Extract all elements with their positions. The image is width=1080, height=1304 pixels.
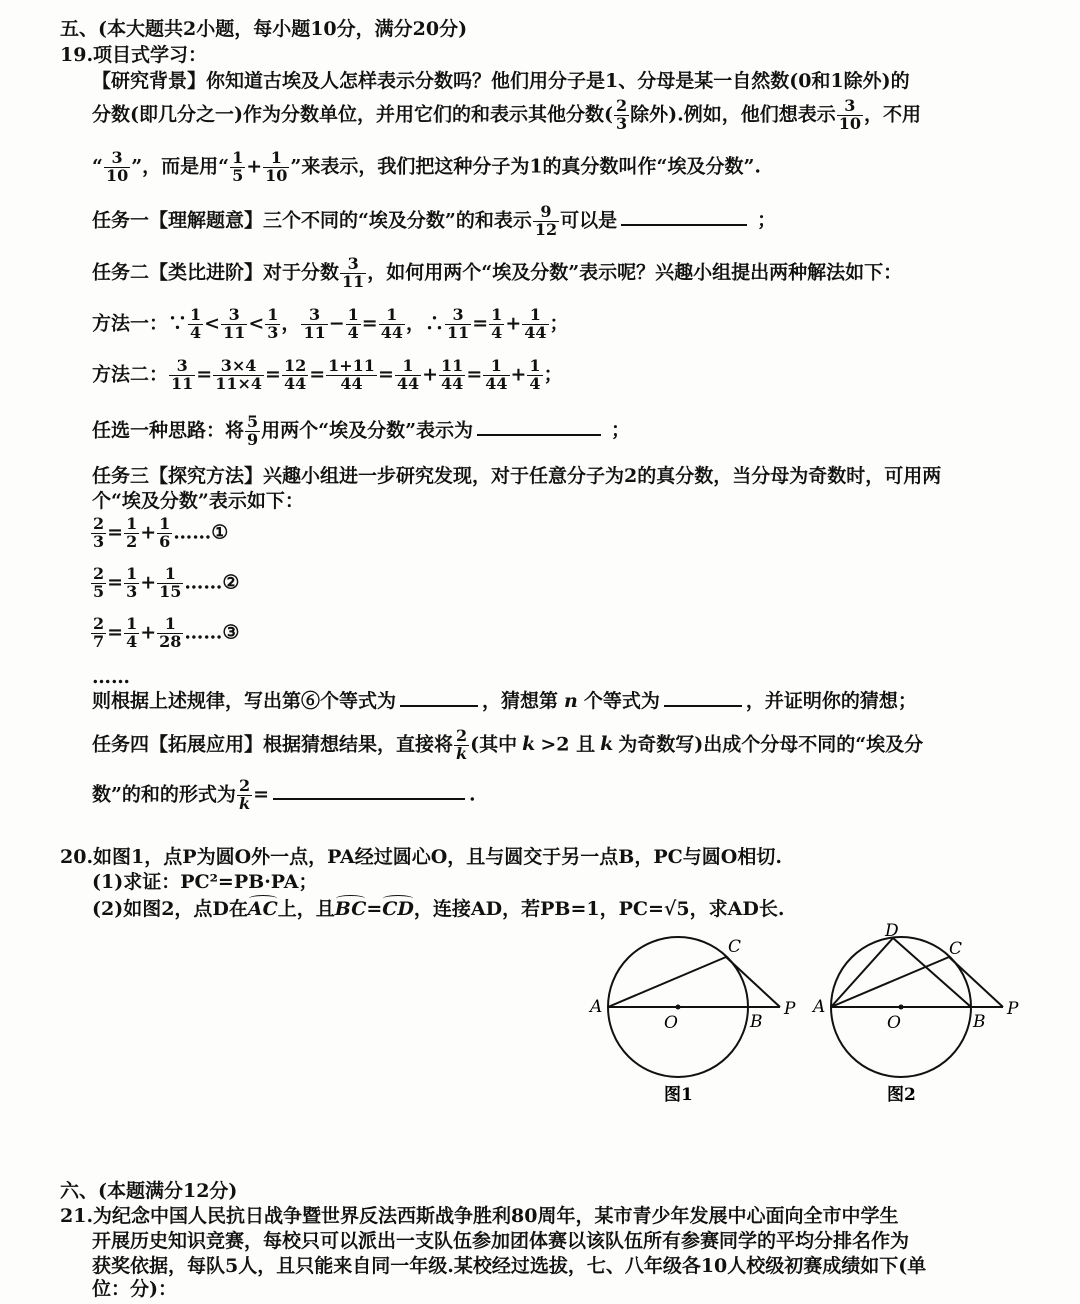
fraction [157, 616, 183, 651]
numerator: 1 [491, 305, 503, 324]
denominator: 44 [380, 322, 403, 342]
numerator: 2 [93, 514, 105, 533]
denominator: k [456, 743, 468, 763]
denominator: 3 [126, 581, 138, 601]
numerator: 3 [837, 98, 863, 116]
text: 数”的和的形式为 [92, 783, 236, 806]
q19-method2 [92, 358, 563, 393]
q20-line1: 20.如图1，点P为圆O外一点，PA经过圆心O，且与圆交于另一点B，PC与圆O相切. [60, 846, 782, 868]
text: >2 且 [540, 733, 596, 756]
numerator: 1 [159, 514, 171, 533]
equals: = [361, 312, 378, 335]
numerator: 1 [263, 150, 289, 168]
numerator: 2 [238, 776, 251, 795]
equals: = [107, 621, 124, 644]
numerator: 3 [340, 256, 366, 274]
answer-blank-task1[interactable] [621, 223, 747, 226]
fraction [91, 566, 106, 601]
figure-2 [805, 918, 1035, 1110]
denominator: k [238, 793, 251, 813]
text: 方法二： [92, 363, 169, 386]
text: 上，且 [277, 898, 335, 920]
denominator: 10 [265, 165, 288, 185]
q19-pick-method [92, 414, 630, 449]
label-a: A [813, 997, 826, 1017]
denominator: 11 [223, 322, 246, 342]
q19-task4-line2 [92, 778, 476, 813]
text: ，不用 [864, 103, 922, 126]
denominator: 10 [105, 165, 129, 185]
denominator: 2 [126, 531, 138, 551]
fraction-1-5 [230, 150, 245, 185]
denominator: 4 [126, 631, 138, 651]
fraction [522, 307, 548, 342]
fraction-9-12 [533, 204, 559, 239]
less-than: < [204, 312, 221, 335]
q19-task3-line1: 任务三【探究方法】兴趣小组进一步研究发现，对于任意分子为2的真分数，当分母为奇数时，可用两 [92, 465, 942, 487]
answer-blank-sixth-equation[interactable] [400, 704, 478, 707]
line-cp [726, 957, 780, 1007]
fraction-2-3 [614, 98, 629, 133]
minus: − [328, 312, 345, 335]
fraction [265, 307, 280, 342]
numerator: 1 [126, 564, 138, 583]
denominator: 4 [491, 322, 503, 342]
label-c: C [949, 939, 963, 959]
line-cp [949, 957, 1003, 1007]
numerator: 2 [93, 614, 105, 633]
numerator: 3×4 [213, 358, 264, 376]
fraction [379, 307, 405, 342]
q19-equation3 [90, 616, 239, 651]
numerator: 1 [157, 616, 183, 634]
denominator: 5 [93, 581, 105, 601]
numerator: 1 [522, 307, 548, 325]
denominator: 44 [396, 373, 420, 393]
numerator: 3 [169, 358, 195, 376]
denominator: 7 [93, 631, 105, 651]
equals: = [309, 363, 326, 386]
fraction [124, 566, 139, 601]
plus: + [140, 571, 157, 594]
arc-ac: AC [247, 898, 278, 920]
fraction [124, 516, 139, 551]
numerator: 3 [221, 307, 247, 325]
label-o: O [664, 1013, 678, 1033]
fraction [346, 307, 361, 342]
text: 任务一【理解题意】三个不同的“埃及分数”的和表示 [92, 209, 532, 232]
equals: = [253, 783, 269, 806]
q20-part2 [92, 898, 784, 921]
q21-line3: 获奖依据，每队5人，且只能来自同一年级.某校经过选拔，七、八年级各10人校级初赛成绩如下(单 [92, 1255, 927, 1277]
arc-cd: CD [382, 898, 414, 920]
variable-k: k [600, 733, 614, 756]
q19-task4-line1 [92, 728, 923, 763]
denominator: 44 [485, 373, 508, 393]
text: 为奇数写)出成个分母不同的“埃及分 [618, 733, 924, 756]
fraction [221, 307, 247, 342]
plus: + [422, 363, 439, 386]
plus: + [246, 155, 263, 178]
denominator: 6 [159, 531, 171, 551]
fraction-5-9 [245, 414, 260, 449]
denominator: 44 [283, 373, 307, 393]
q19-task1 [92, 204, 776, 239]
text: 则根据上述规律，写出第⑥个等式为 [92, 690, 397, 712]
denominator: 11 [342, 271, 365, 291]
q19-task2 [92, 256, 902, 291]
answer-blank-conjecture[interactable] [664, 704, 742, 707]
numerator: 1 [347, 305, 359, 324]
fraction [483, 358, 509, 393]
fraction-1-10 [263, 150, 289, 185]
q19-background-line2 [92, 98, 921, 133]
q19-background-line1: 【研究背景】你知道古埃及人怎样表示分数吗？他们用分子是1、分母是某一自然数(0和1除外)的 [92, 70, 910, 92]
equals: = [265, 363, 281, 386]
section-5-title: 五、(本大题共2小题，每小题10分，满分20分) [60, 18, 468, 40]
semicolon: ； [543, 363, 563, 386]
fraction [169, 358, 195, 393]
equals: = [107, 521, 124, 544]
equals: = [366, 898, 383, 920]
plus: + [505, 312, 522, 335]
q19-ellipsis: …… [92, 666, 130, 688]
fraction [445, 307, 471, 342]
numerator: 1 [395, 358, 421, 376]
numerator: 2 [456, 726, 468, 745]
numerator: 1 [529, 356, 541, 375]
text: 个等式为 [583, 690, 660, 712]
figure-2-caption: 图2 [887, 1085, 916, 1105]
denominator: 11 [446, 322, 470, 342]
text: ； [611, 419, 631, 442]
text: ，如何用两个“埃及分数”表示呢？兴趣小组提出两种解法如下： [367, 261, 903, 284]
numerator: 1 [126, 614, 138, 633]
fraction [91, 516, 106, 551]
numerator: 1 [190, 305, 202, 324]
numerator: 3 [445, 307, 471, 325]
label-c: C [728, 937, 742, 957]
numerator: 2 [615, 96, 628, 115]
variable-k: k [522, 733, 536, 756]
plus: + [140, 621, 157, 644]
fraction [213, 358, 264, 393]
equation-number: ……② [184, 571, 240, 594]
numerator: 9 [533, 204, 559, 222]
numerator: 1 [483, 358, 509, 376]
text: ，连接AD，若PB=1，PC=√5，求AD长. [413, 898, 785, 920]
fraction-3-10 [104, 150, 130, 185]
denominator: 4 [347, 322, 359, 342]
fraction [527, 358, 542, 393]
fraction-2-k [454, 728, 469, 763]
text: ”来表示，我们把这种分子为1的真分数叫作“埃及分数”. [290, 155, 762, 178]
equation-number: ……③ [184, 621, 240, 644]
numerator: 1 [379, 307, 405, 325]
answer-blank-task4[interactable] [273, 797, 465, 800]
numerator: 11 [441, 356, 464, 375]
q19-task3-line2: 个“埃及分数”表示如下： [92, 490, 304, 512]
fraction [157, 516, 172, 551]
fraction [157, 566, 183, 601]
q19-rule [92, 690, 917, 713]
because-symbol: ∵ [168, 312, 188, 335]
denominator: 3 [267, 322, 279, 342]
fraction [489, 307, 504, 342]
center-point [899, 1005, 904, 1010]
denominator: 15 [159, 581, 182, 601]
numerator: 5 [247, 412, 259, 431]
text: 分数(即几分之一)作为分数单位，并用它们的和表示其他分数( [92, 103, 613, 126]
answer-blank-pick[interactable] [477, 433, 601, 436]
denominator: 28 [159, 631, 182, 651]
equals: = [107, 571, 124, 594]
text: ，猜想第 [482, 690, 559, 712]
fraction [326, 358, 377, 393]
text: . [469, 783, 476, 806]
equals: = [472, 312, 489, 335]
numerator: 1 [267, 305, 279, 324]
text: “ [92, 155, 103, 178]
equation-number: ……① [173, 521, 229, 544]
comma: ， [405, 312, 425, 335]
equals: = [377, 363, 394, 386]
numerator: 2 [93, 564, 105, 583]
fraction-2-k [237, 778, 252, 813]
label-p: P [784, 999, 796, 1019]
denominator: 44 [340, 373, 363, 393]
figure-1-caption: 图1 [664, 1085, 693, 1105]
fraction-3-10 [837, 98, 863, 133]
numerator: 1 [232, 148, 244, 167]
text: 用两个“埃及分数”表示为 [261, 419, 474, 442]
denominator: 10 [838, 113, 861, 133]
q21-line1: 21.为纪念中国人民抗日战争暨世界反法西斯战争胜利80周年，某市青少年发展中心面向全市中学生 [60, 1205, 899, 1227]
variable-n: n [564, 690, 578, 712]
less-than: < [248, 312, 265, 335]
q19-equation1 [90, 516, 228, 551]
center-point [676, 1005, 681, 1010]
plus: + [510, 363, 527, 386]
text: (2)如图2，点D在 [92, 898, 248, 920]
fraction [91, 616, 106, 651]
section-6-title: 六、(本题满分12分) [60, 1180, 238, 1202]
label-d: D [885, 921, 899, 941]
fraction [124, 616, 139, 651]
denominator: 11 [303, 322, 326, 342]
fraction [188, 307, 203, 342]
figure-1 [580, 930, 810, 1110]
q21-line2: 开展历史知识竞赛，每校只可以派出一支队伍参加团体赛以该队伍所有参赛同学的平均分排名作为 [92, 1230, 910, 1252]
therefore-symbol: ∴ [424, 312, 444, 335]
fraction [439, 358, 465, 393]
text: (其中 [470, 733, 518, 756]
denominator: 4 [529, 373, 541, 393]
text: 任务二【类比进阶】对于分数 [92, 261, 340, 284]
numerator: 1 [157, 566, 183, 584]
text: ； [757, 209, 777, 232]
fraction [395, 358, 421, 393]
text: ，并证明你的猜想； [745, 690, 917, 712]
fraction [301, 307, 327, 342]
fraction-3-11 [340, 256, 366, 291]
text: 任选一种思路：将 [92, 419, 245, 442]
text: 任务四【拓展应用】根据猜想结果，直接将 [92, 733, 454, 756]
numerator: 3 [104, 150, 130, 168]
plus: + [140, 521, 157, 544]
q21-line4: 位：分)： [92, 1278, 177, 1300]
fraction [282, 358, 308, 393]
label-a: A [590, 997, 603, 1017]
denominator: 4 [190, 322, 202, 342]
label-p: P [1007, 999, 1019, 1019]
q19-heading: 19.项目式学习： [60, 44, 208, 66]
line-ac [831, 957, 949, 1007]
denominator: 3 [615, 113, 628, 133]
label-o: O [887, 1013, 901, 1033]
denominator: 5 [232, 165, 244, 185]
denominator: 12 [534, 219, 558, 239]
denominator: 44 [441, 373, 464, 393]
q19-background-line3 [92, 150, 761, 185]
equals: = [466, 363, 483, 386]
semicolon: ； [549, 312, 569, 335]
denominator: 11×4 [215, 373, 263, 393]
label-b: B [973, 1012, 986, 1032]
denominator: 44 [524, 322, 547, 342]
text: 可以是 [560, 209, 618, 232]
text: 方法一： [92, 312, 169, 335]
q19-method1 [92, 307, 569, 342]
text: 除外).例如，他们想表示 [630, 103, 836, 126]
equals: = [196, 363, 213, 386]
numerator: 12 [283, 356, 307, 375]
numerator: 1 [126, 514, 138, 533]
comma: ， [281, 312, 301, 335]
q19-equation2 [90, 566, 239, 601]
denominator: 3 [93, 531, 105, 551]
denominator: 9 [247, 429, 259, 449]
q20-part1: (1)求证：PC²=PB·PA； [92, 871, 318, 893]
line-ac [608, 957, 726, 1007]
text: ”，而是用“ [131, 155, 230, 178]
numerator: 1+11 [328, 356, 375, 375]
label-b: B [750, 1012, 763, 1032]
denominator: 11 [171, 373, 194, 393]
numerator: 3 [301, 307, 327, 325]
arc-bc: BC [334, 898, 367, 920]
